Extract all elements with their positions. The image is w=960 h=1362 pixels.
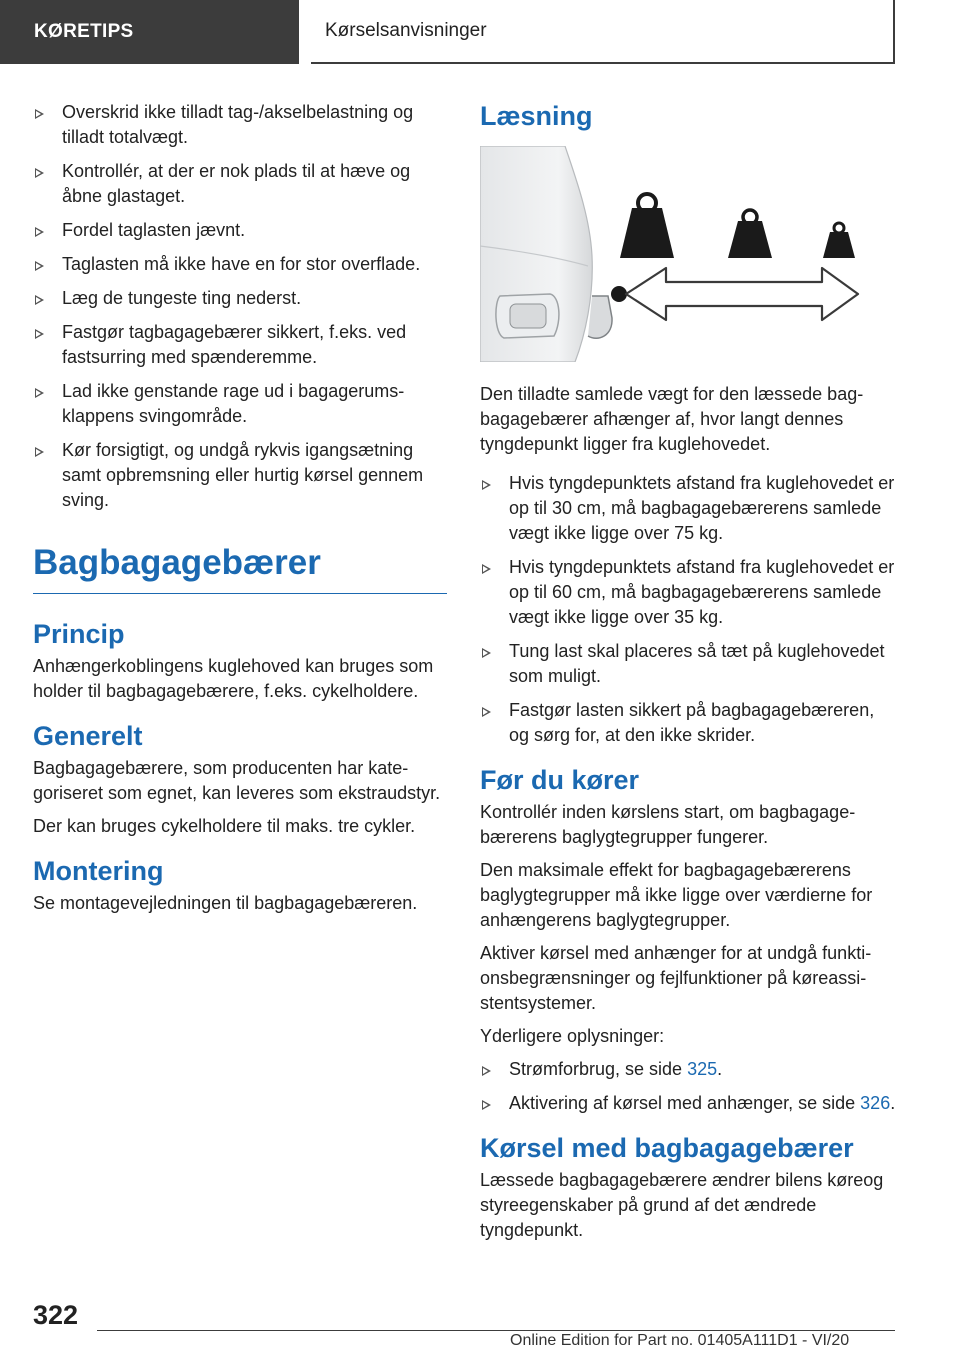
roof-load-list bbox=[33, 100, 447, 513]
montering-heading: Montering bbox=[33, 856, 164, 886]
list-item: Overskrid ikke tilladt tag-/akselbelastning og tilladt totalvægt. bbox=[33, 100, 447, 150]
main-heading: Bagbagagebærer bbox=[33, 543, 447, 594]
foer-paragraph: Aktiver kørsel med anhænger for at undgå funktionsbegrænsninger og fejlfunktioner på køreassistentsystemer. bbox=[480, 943, 872, 1013]
heavy-weight-icon bbox=[620, 194, 674, 258]
triangle-bullet-icon bbox=[35, 109, 44, 119]
list-item: Fordel taglasten jævnt. bbox=[33, 218, 447, 243]
list-item: Fastgør tagbagagebærer sikkert, f.eks. ved fastsurring med spænderemme. bbox=[33, 320, 447, 370]
montering-text: Se montagevejledningen til bagbagagebæreren. bbox=[33, 893, 418, 913]
left-column bbox=[33, 100, 447, 924]
page-number: 322 bbox=[33, 1300, 79, 1330]
list-item: Hvis tyngdepunktets afstand fra kuglehovedet er op til 30 cm, må bagbagagebærerens samlede vægt ikke ligge over 75 kg. bbox=[480, 471, 896, 546]
page-link-326[interactable]: 326 bbox=[860, 1093, 891, 1113]
generelt-paragraph: Der kan bruges cykelholdere til maks. tre cykler. bbox=[33, 816, 416, 836]
ball-head-icon bbox=[611, 286, 627, 302]
triangle-bullet-icon bbox=[35, 227, 44, 237]
load-rules-list bbox=[480, 471, 896, 748]
list-item: Taglasten må ikke have en for stor overflade. bbox=[33, 252, 447, 277]
page-link-325[interactable]: 325 bbox=[687, 1059, 718, 1079]
triangle-bullet-icon bbox=[482, 707, 491, 717]
light-weight-icon bbox=[823, 223, 855, 258]
header-chapter-box bbox=[311, 0, 895, 64]
triangle-bullet-icon bbox=[35, 168, 44, 178]
triangle-bullet-icon bbox=[35, 329, 44, 339]
triangle-bullet-icon bbox=[482, 480, 491, 490]
load-distance-illustration bbox=[480, 146, 860, 362]
triangle-bullet-icon bbox=[482, 564, 491, 574]
triangle-bullet-icon bbox=[35, 261, 44, 271]
list-item: Kontrollér, at der er nok plads til at hæve og åbne glastaget. bbox=[33, 159, 447, 209]
footer-divider bbox=[97, 1330, 895, 1331]
foer-heading: Før du kører bbox=[480, 765, 640, 795]
right-column bbox=[480, 100, 896, 1251]
list-item: Tung last skal placeres så tæt på kuglehovedet som muligt. bbox=[480, 639, 896, 689]
list-item: Lad ikke genstande rage ud i bagagerumsklappens svingområde. bbox=[33, 379, 447, 429]
distance-arrow-icon bbox=[626, 268, 858, 320]
foer-paragraph: Kontrollér inden kørslens start, om bagbagagebærerens baglygtegrupper fungerer. bbox=[480, 802, 856, 847]
header-section-label: KØRETIPS bbox=[34, 21, 134, 42]
list-item: Læg de tungeste ting nederst. bbox=[33, 286, 447, 311]
generelt-heading: Generelt bbox=[33, 721, 143, 751]
generelt-paragraph: Bagbagagebærere, som producenten har kategoriseret som egnet, kan leveres som ekstraudstyr. bbox=[33, 758, 441, 803]
footer-edition: Online Edition for Part no. 01405A111D1 - VI/20 bbox=[510, 1332, 850, 1349]
list-item: Strømforbrug, se side 325. bbox=[480, 1057, 896, 1082]
laesning-heading: Læsning bbox=[480, 101, 593, 131]
header-chapter-label: Kørselsanvisninger bbox=[325, 20, 487, 41]
medium-weight-icon bbox=[728, 210, 772, 258]
princip-heading: Princip bbox=[33, 619, 125, 649]
header-section-tab bbox=[0, 0, 299, 64]
koersel-heading: Kørsel med bagbagagebærer bbox=[480, 1133, 854, 1163]
list-item: Kør forsigtigt, og undgå rykvis igangsætning samt opbremsning eller hurtig kørsel gennem sving. bbox=[33, 438, 447, 513]
triangle-bullet-icon bbox=[35, 388, 44, 398]
laesning-intro: Den tilladte samlede vægt for den læssede bagbagagebærer afhænger af, hvor langt dennes tyngdepunkt ligger fra kuglehovedet. bbox=[480, 384, 864, 454]
list-item: Hvis tyngdepunktets afstand fra kuglehovedet er op til 60 cm, må bagbagagebærerens samlede vægt ikke ligge over 35 kg. bbox=[480, 555, 896, 630]
triangle-bullet-icon bbox=[482, 1066, 491, 1076]
foer-paragraph: Yderligere oplysninger: bbox=[480, 1026, 665, 1046]
koersel-text: Læssede bagbagagebærere ændrer bilens køreog styreegenskaber på grund af det ændrede tyngdepunkt. bbox=[480, 1170, 884, 1240]
list-item: Aktivering af kørsel med anhænger, se side 326. bbox=[480, 1091, 896, 1116]
princip-text: Anhængerkoblingens kuglehoved kan bruges som holder til bagbagagebærere, f.eks. cykelholdere. bbox=[33, 656, 434, 701]
triangle-bullet-icon bbox=[482, 648, 491, 658]
triangle-bullet-icon bbox=[35, 295, 44, 305]
foer-paragraph: Den maksimale effekt for bagbagagebærerens baglygtegrupper må ikke ligge over værdierne for anhængerens baglygtegrupper. bbox=[480, 860, 873, 930]
triangle-bullet-icon bbox=[35, 447, 44, 457]
triangle-bullet-icon bbox=[482, 1100, 491, 1110]
references-list bbox=[480, 1057, 896, 1116]
list-item: Fastgør lasten sikkert på bagbagagebæreren, og sørg for, at den ikke skrider. bbox=[480, 698, 896, 748]
